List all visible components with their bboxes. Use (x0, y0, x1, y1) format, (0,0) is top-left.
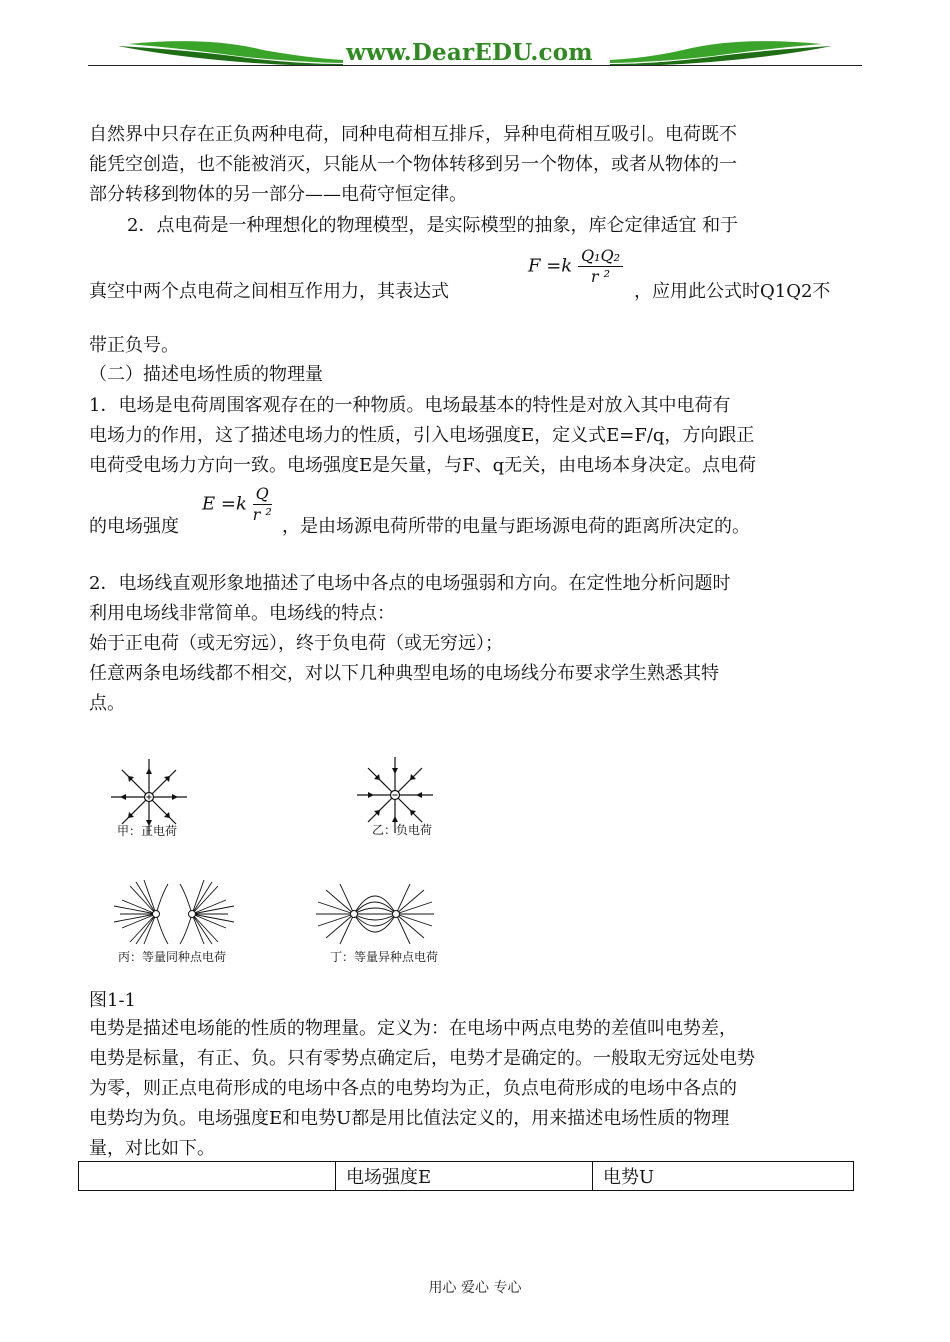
text-line: 部分转移到物体的另一部分——电荷守恒定律。 (89, 184, 467, 205)
text-line: 带正负号。 (89, 335, 179, 356)
paragraph-electric-field (89, 391, 864, 481)
text-line: 1．电场是电荷周围客观存在的一种物质。电场最基本的特性是对放入其中电荷有 (89, 395, 731, 416)
table-header-cell: 电势U (593, 1162, 854, 1191)
paragraph-point-charge (89, 211, 864, 241)
section-title: （二）描述电场性质的物理量 (89, 364, 323, 385)
text-line: 电势是描述电场能的性质的物理量。定义为：在电场中两点电势的差值叫电势差， (89, 1018, 737, 1039)
text-line: 真空中两个点电荷之间相互作用力，其表达式 (89, 281, 449, 302)
text-line: 始于正电荷（或无穷远），终于负电荷（或无穷远）； (89, 633, 503, 654)
formula-fraction (578, 246, 623, 287)
text-line: 能凭空创造，也不能被消灭，只能从一个物体转移到另一个物体，或者从物体的一 (89, 154, 737, 175)
diagram-caption: 乙：负电荷 (372, 823, 433, 837)
text-line: 2．电场线直观形象地描述了电场中各点的电场强弱和方向。在定性地分析问题时 (89, 573, 731, 594)
text-line: 自然界中只存在正负两种电荷，同种电荷相互排斥，异种电荷相互吸引。电荷既不 (89, 124, 737, 145)
page-footer: 用心 爱心 专心 (428, 1280, 522, 1296)
table-header-cell (79, 1162, 336, 1191)
formula-denominator: r ² (590, 267, 611, 286)
formula-numerator: Q (253, 484, 272, 505)
opposite-charges-field-diagram (314, 880, 448, 946)
coulomb-law-formula (528, 246, 623, 287)
like-charges-field-diagram (112, 876, 236, 946)
formula-lhs: F =k (528, 255, 573, 277)
formula-lhs: E =k (202, 493, 247, 515)
text-line: 电荷受电场力方向一致。电场强度E是矢量，与F、q无关，由电场本身决定。点电荷 (89, 455, 757, 476)
text-line: 电势均为负。电场强度E和电势U都是用比值法定义的，用来描述电场性质的物理 (89, 1108, 730, 1129)
paragraph-electric-potential (89, 1014, 864, 1164)
text-line: 2．点电荷是一种理想化的物理模型，是实际模型的抽象，库仑定律适宜 和于 (127, 215, 739, 236)
text-line: 电势是标量，有正、负。只有零势点确定后，电势才是确定的。一般取无穷远处电势 (89, 1048, 755, 1069)
text-line: 为零，则正点电荷形成的电场中各点的电势均为正，负点电荷形成的电场中各点的 (89, 1078, 737, 1099)
paragraph-charge-conservation (89, 120, 864, 210)
table-row (79, 1162, 854, 1191)
formula-numerator: Q₁Q₂ (578, 246, 623, 267)
figure-label: 图1-1 (89, 990, 136, 1011)
text-line: ，是由场源电荷所带的电量与距场源电荷的距离所决定的。 (282, 516, 750, 537)
formula-fraction (253, 484, 272, 525)
point-charge-field-formula (202, 484, 272, 525)
diagram-caption: 丁：等量异种点电荷 (330, 950, 439, 964)
site-logo-text: www.DearEDU.com (346, 39, 593, 66)
paragraph-field-lines (89, 569, 864, 719)
text-line: 的电场强度 (89, 516, 179, 537)
formula-denominator: r ² (252, 505, 272, 524)
diagram-caption: 甲：正电荷 (117, 824, 178, 838)
text-line: 量，对比如下。 (89, 1138, 215, 1159)
diagram-caption: 丙：等量同种点电荷 (118, 950, 227, 964)
text-line: 利用电场线非常简单。电场线的特点： (89, 603, 395, 624)
text-line: 点。 (89, 693, 125, 714)
text-line: 电场力的作用，这了描述电场力的性质，引入电场强度E，定义式E=F/q，方向跟正 (89, 425, 755, 446)
table-header-cell: 电场强度E (336, 1162, 593, 1191)
text-line: 任意两条电场线都不相交，对以下几种典型电场的电场线分布要求学生熟悉其特 (89, 663, 719, 684)
comparison-table (78, 1161, 854, 1191)
text-line: ，应用此公式时Q1Q2不 (634, 281, 831, 302)
header-rule (88, 65, 862, 66)
